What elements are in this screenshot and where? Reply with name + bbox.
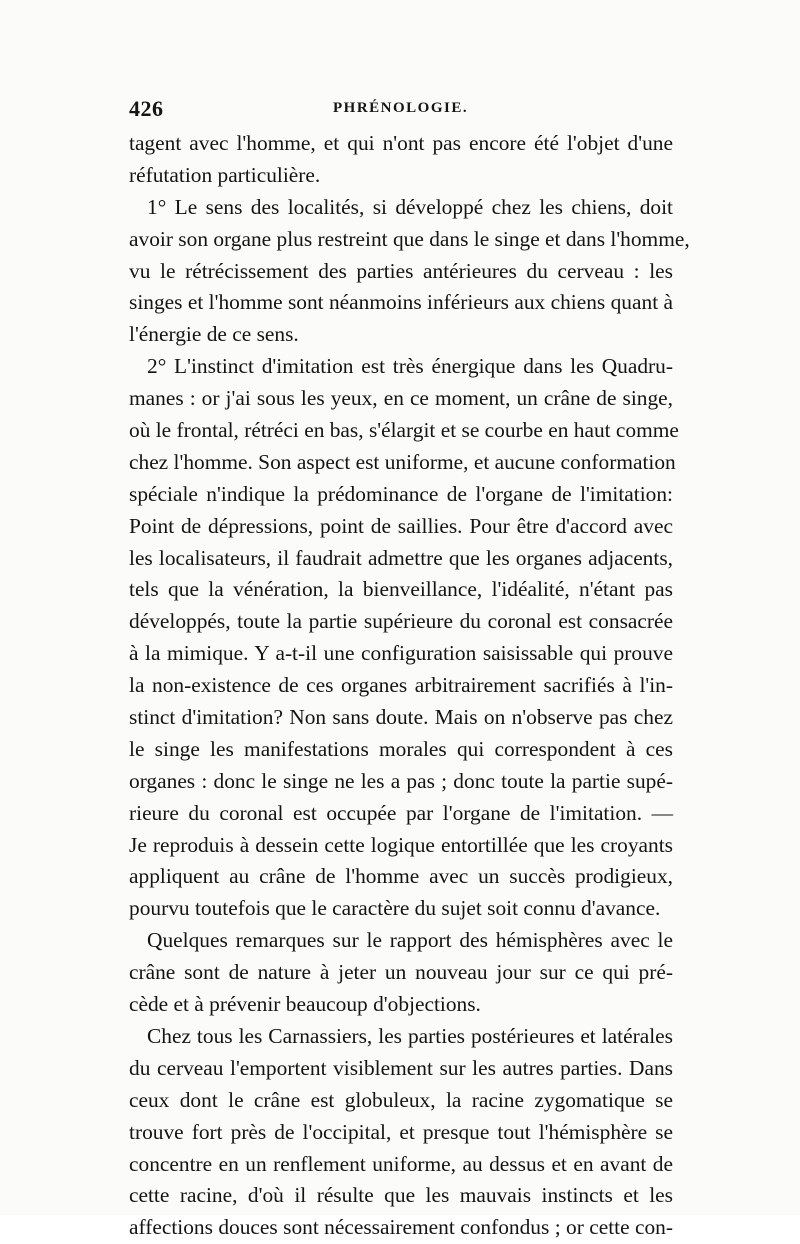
text-line: rieure du coronal est occupée par l'organe de l'imitation. — (129, 800, 673, 825)
text-line: appliquent au crâne de l'homme avec un succès prodigieux, (129, 864, 673, 889)
text-line: 1° Le sens des localités, si développé chez les chiens, doit (147, 194, 673, 219)
text-line: développés, toute la partie supérieure du coronal est consacrée (129, 609, 673, 634)
text-line: avoir son organe plus restreint que dans le singe et dans l'homme, (129, 226, 690, 251)
text-line: où le frontal, rétréci en bas, s'élargit et se courbe en haut comme (129, 418, 679, 443)
text-line: concentre en un renflement uniforme, au dessus et en avant de (129, 1151, 673, 1176)
text-line: 2° L'instinct d'imitation est très énergique dans les Quadru- (147, 354, 673, 379)
text-line: organes : donc le singe ne les a pas ; donc toute la partie supé- (129, 768, 673, 793)
text-line: Quelques remarques sur le rapport des hémisphères avec le (147, 928, 673, 953)
text-line: pourvu toutefois que le caractère du sujet soit connu d'avance. (129, 896, 661, 921)
text-line: réfutation particulière. (129, 162, 321, 187)
text-line: Chez tous les Carnassiers, les parties postérieures et latérales (147, 1023, 673, 1048)
text-line: ceux dont le crâne est globuleux, la racine zygomatique se (129, 1087, 673, 1112)
text-line: l'énergie de ce sens. (129, 322, 299, 347)
body-text (129, 128, 690, 1244)
text-line: Point de dépressions, point de saillies. Pour être d'accord avec (129, 513, 673, 538)
text-line: chez l'homme. Son aspect est uniforme, et aucune conformation (129, 449, 676, 474)
text-line: le singe les manifestations morales qui correspondent à ces (129, 736, 673, 761)
text-line: à la mimique. Y a-t-il une configuration saisissable qui prouve (129, 641, 673, 666)
text-line: singes et l'homme sont néanmoins inférieurs aux chiens quant à (129, 290, 673, 315)
text-line: cette racine, d'où il résulte que les mauvais instincts et les (129, 1183, 673, 1208)
text-line: stinct d'imitation? Non sans doute. Mais on n'observe pas chez (129, 705, 673, 730)
text-line: cède et à prévenir beaucoup d'objections. (129, 992, 481, 1017)
text-line: vu le rétrécissement des parties antérieures du cerveau : les (129, 258, 673, 283)
text-line: les localisateurs, il faudrait admettre que les organes adjacents, (129, 545, 673, 570)
text-line: trouve fort près de l'occipital, et presque tout l'hémisphère se (129, 1119, 673, 1144)
text-line: affections douces sont nécessairement confondus ; or cette con- (129, 1215, 673, 1240)
text-line: tels que la vénération, la bienveillance, l'idéalité, n'étant pas (129, 577, 673, 602)
page-number: 426 (129, 96, 164, 121)
running-head (129, 96, 673, 124)
running-title: PHRÉNOLOGIE. (333, 100, 469, 116)
text-line: la non-existence de ces organes arbitrairement sacrifiés à l'in- (129, 673, 673, 698)
text-line: crâne sont de nature à jeter un nouveau jour sur ce qui pré- (129, 960, 673, 985)
text-line: du cerveau l'emportent visiblement sur les autres parties. Dans (129, 1055, 673, 1080)
text-line: Je reproduis à dessein cette logique entortillée que les croyants (129, 832, 673, 857)
text-line: manes : or j'ai sous les yeux, en ce moment, un crâne de singe, (129, 386, 673, 411)
text-line: spéciale n'indique la prédominance de l'organe de l'imitation: (129, 481, 673, 506)
text-line: tagent avec l'homme, et qui n'ont pas encore été l'objet d'une (129, 131, 673, 155)
